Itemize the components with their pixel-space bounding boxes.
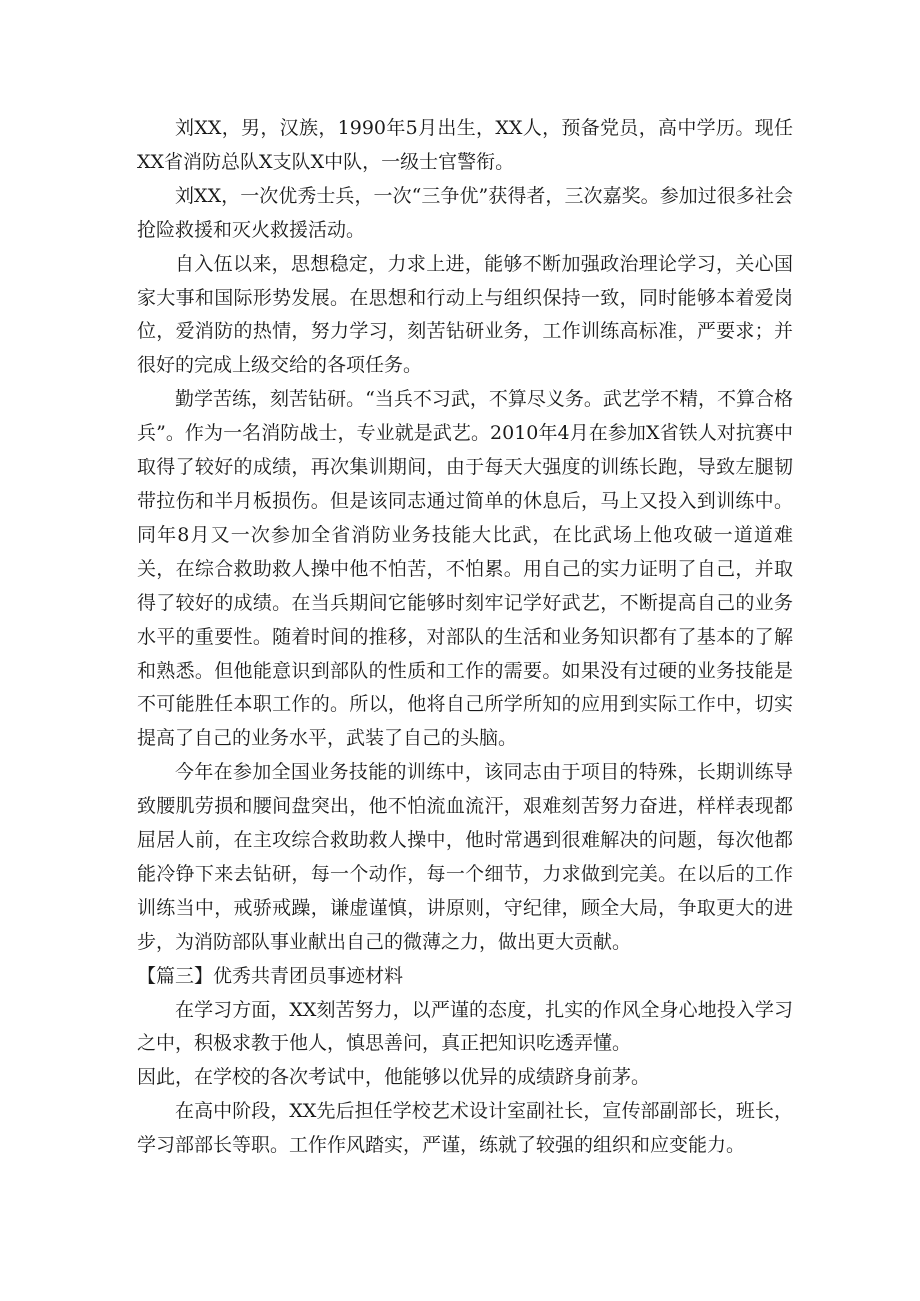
- paragraph-study: 在学习方面，XX刻苦努力，以严谨的态度，扎实的作风全身心地投入学习之中，积极求教于他人，慎思善问，真正把知识吃透弄懂。: [137, 998, 793, 1055]
- paragraph-national-training: 今年在参加全国业务技能的训练中，该同志由于项目的特殊，长期训练导致腰肌劳损和腰间盘突出，他不怕流血流汗，艰难刻苦努力奋进，样样表现都屈居人前，在主攻综合救助救人操中，他时常遇到很难解决的问题，每次他都能冷铮下来去钻研，每一个动作，每一个细节，力求做到完美。在以后的工作训练当中，戒骄戒躁，谦虚谨慎，讲原则，守纪律，顾全大局，争取更大的进步，为消防部队事业献出自己的微薄之力，做出更大贡献。: [137, 761, 793, 953]
- paragraph-profile: 刘XX，男，汉族，1990年5月出生，XX人，预备党员，高中学历。现任XX省消防总队X支队X中队，一级士官警衔。: [137, 117, 793, 173]
- paragraph-training: 勤学苦练，刻苦钻研。“当兵不习武，不算尽义务。武艺学不精，不算合格兵”。作为一名消防战士，专业就是武艺。2010年4月在参加X省铁人对抗赛中取得了较好的成绩，再次集训期间，由于每天大强度的训练长跑，导致左腿韧带拉伤和半月板损伤。但是该同志通过简单的休息后，马上又投入到训练中。同年8月又一次参加全省消防业务技能大比武，在比武场上他攻破一道道难关，在综合救助救人操中他不怕苦，不怕累。用自己的实力证明了自己，并取得了较好的成绩。在当兵期间它能够时刻牢记学好武艺，不断提高自己的业务水平的重要性。随着时间的推移，对部队的生活和业务知识都有了基本的了解和熟悉。但他能意识到部队的性质和工作的需要。如果没有过硬的业务技能是不可能胜任本职工作的。所以，他将自己所学所知的应用到实际工作中，切实提高了自己的业务水平，武装了自己的头脑。: [137, 388, 793, 750]
- paragraph-ideology: 自入伍以来，思想稳定，力求上进，能够不断加强政治理论学习，关心国家大事和国际形势发展。在思想和行动上与组织保持一致，同时能够本着爱岗位，爱消防的热情，努力学习，刻苦钻研业务，工作训练高标准，严要求；并很好的完成上级交给的各项任务。: [137, 252, 793, 377]
- paragraph-honors: 刘XX，一次优秀士兵，一次“三争优”获得者，三次嘉奖。参加过很多社会抢险救援和灭火救援活动。: [137, 184, 793, 241]
- paragraph-exams: 因此，在学校的各次考试中，他能够以优异的成绩跻身前茅。: [137, 1066, 651, 1089]
- paragraph-high-school-roles: 在高中阶段，XX先后担任学校艺术设计室副社长，宣传部副部长，班长，学习部部长等职。工作作风踏实，严谨，练就了较强的组织和应变能力。: [137, 1100, 793, 1157]
- document-body: [137, 112, 793, 1163]
- section-heading: 【篇三】优秀共青团员事迹材料: [137, 964, 404, 987]
